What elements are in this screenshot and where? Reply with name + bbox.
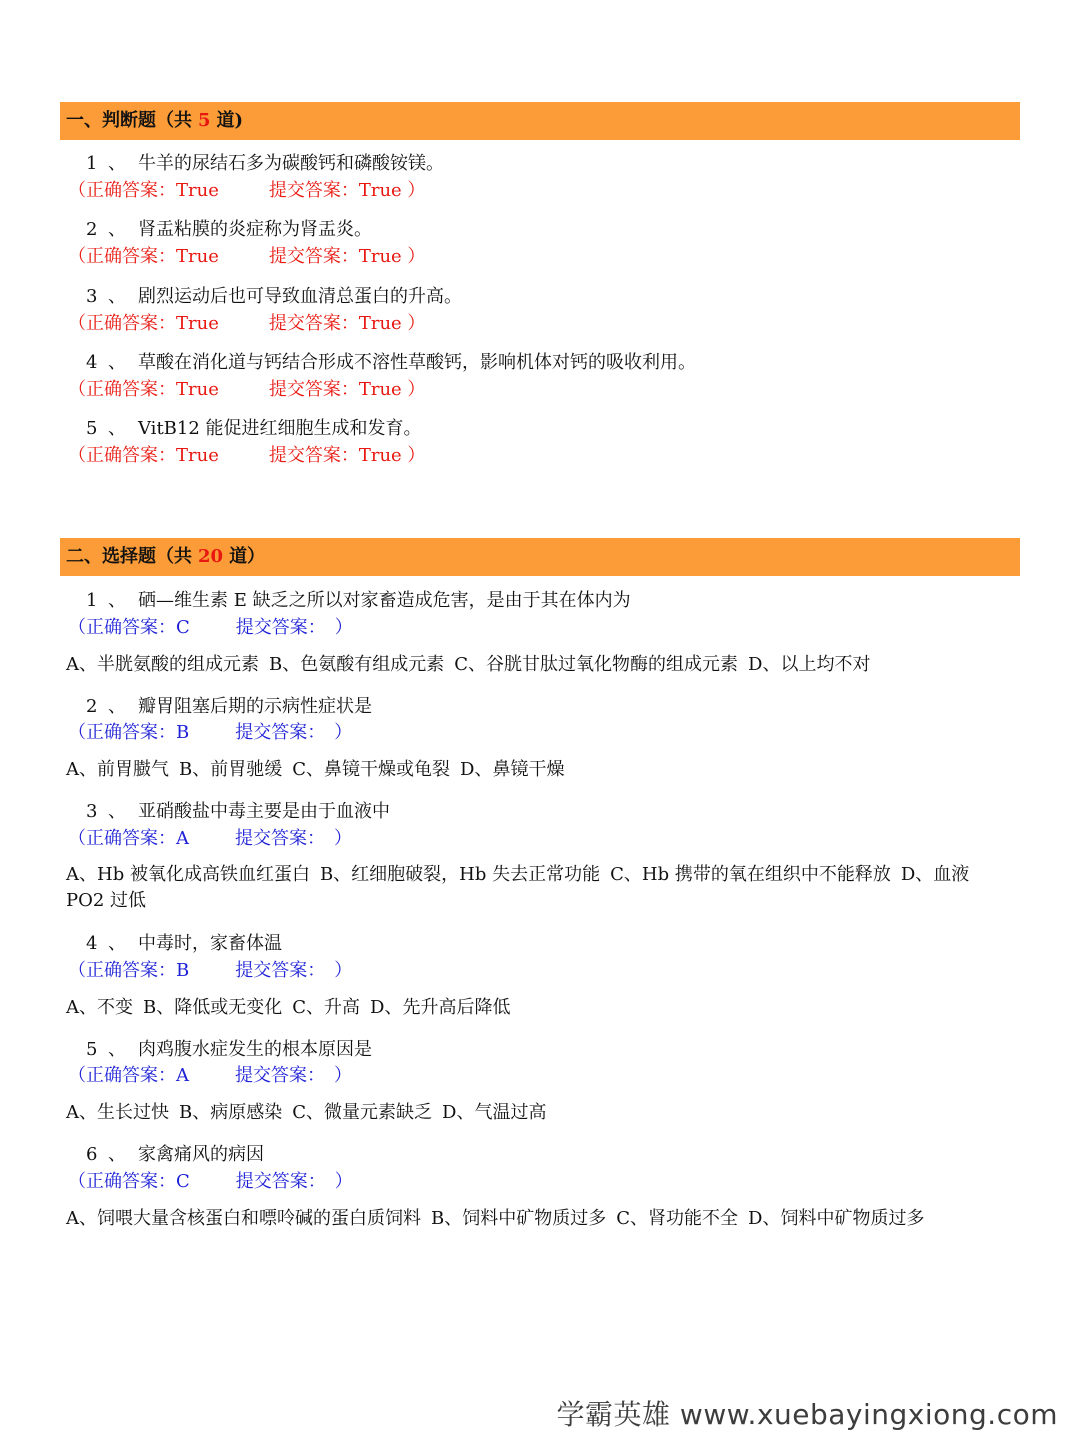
question: 3 、 亚硝酸盐中毒主要是由于血液中 <box>86 801 390 822</box>
option-list: A、饲喂大量含核蛋白和嘌呤碱的蛋白质饲料 B、饲料中矿物质过多 C、肾功能不全 D、饲料中矿物质过多 <box>66 1208 925 1229</box>
section-title: 一、判断题（共 <box>66 110 192 131</box>
option-list: A、半胱氨酸的组成元素 B、色氨酸有组成元素 C、谷胱甘肽过氧化物酶的组成元素 D、以上均不对 <box>66 654 871 675</box>
question: 1 、 硒—维生素 E 缺乏之所以对家畜造成危害，是由于其在体内为 <box>86 590 631 611</box>
answer-line: （正确答案：B 提交答案： ） <box>68 722 353 743</box>
answer-line: （正确答案：True 提交答案：True ） <box>68 180 426 201</box>
question: 2 、 肾盂粘膜的炎症称为肾盂炎。 <box>86 219 372 240</box>
section-header-choice <box>60 538 1020 576</box>
question: 3 、 剧烈运动后也可导致血清总蛋白的升高。 <box>86 286 462 307</box>
option-list: A、前胃臌气 B、前胃驰缓 C、鼻镜干燥或龟裂 D、鼻镜干燥 <box>66 759 565 780</box>
footer-watermark: 学霸英雄 www.xuebayingxiong.com <box>556 1398 1058 1431</box>
answer-line: （正确答案：C 提交答案： ） <box>68 1171 353 1192</box>
option-list: A、Hb 被氧化成高铁血红蛋白 B、红细胞破裂，Hb 失去正常功能 C、Hb 携带的氧在组织中不能释放 D、血液 PO2 过低 <box>66 864 970 911</box>
answer-line: （正确答案：True 提交答案：True ） <box>68 379 426 400</box>
question: 4 、 草酸在消化道与钙结合形成不溶性草酸钙，影响机体对钙的吸收利用。 <box>86 352 696 373</box>
section-title-suffix: 道) <box>216 110 244 131</box>
question: 1 、 牛羊的尿结石多为碳酸钙和磷酸铵镁。 <box>86 153 444 174</box>
option-list: A、生长过快 B、病原感染 C、微量元素缺乏 D、气温过高 <box>66 1102 547 1123</box>
answer-line: （正确答案：B 提交答案： ） <box>68 960 353 981</box>
section-title: 二、选择题（共 <box>66 546 192 567</box>
section-header-judgment <box>60 102 1020 140</box>
question: 2 、 瓣胃阻塞后期的示病性症状是 <box>86 696 372 717</box>
answer-line: （正确答案：A 提交答案： ） <box>68 828 352 849</box>
answer-line: （正确答案：True 提交答案：True ） <box>68 313 426 334</box>
answer-line: （正确答案：True 提交答案：True ） <box>68 246 426 267</box>
answer-line: （正确答案：A 提交答案： ） <box>68 1065 352 1086</box>
section-title-suffix: 道） <box>229 546 266 567</box>
answer-line: （正确答案：C 提交答案： ） <box>68 617 353 638</box>
question: 6 、 家禽痛风的病因 <box>86 1144 264 1165</box>
question-count: 20 <box>198 546 224 567</box>
question: 5 、 肉鸡腹水症发生的根本原因是 <box>86 1039 372 1060</box>
question: 4 、 中毒时，家畜体温 <box>86 933 282 954</box>
question: 5 、 VitB12 能促进红细胞生成和发育。 <box>86 418 422 439</box>
question-count: 5 <box>198 110 211 131</box>
answer-line: （正确答案：True 提交答案：True ） <box>68 445 426 466</box>
option-list: A、不变 B、降低或无变化 C、升高 D、先升高后降低 <box>66 997 511 1018</box>
